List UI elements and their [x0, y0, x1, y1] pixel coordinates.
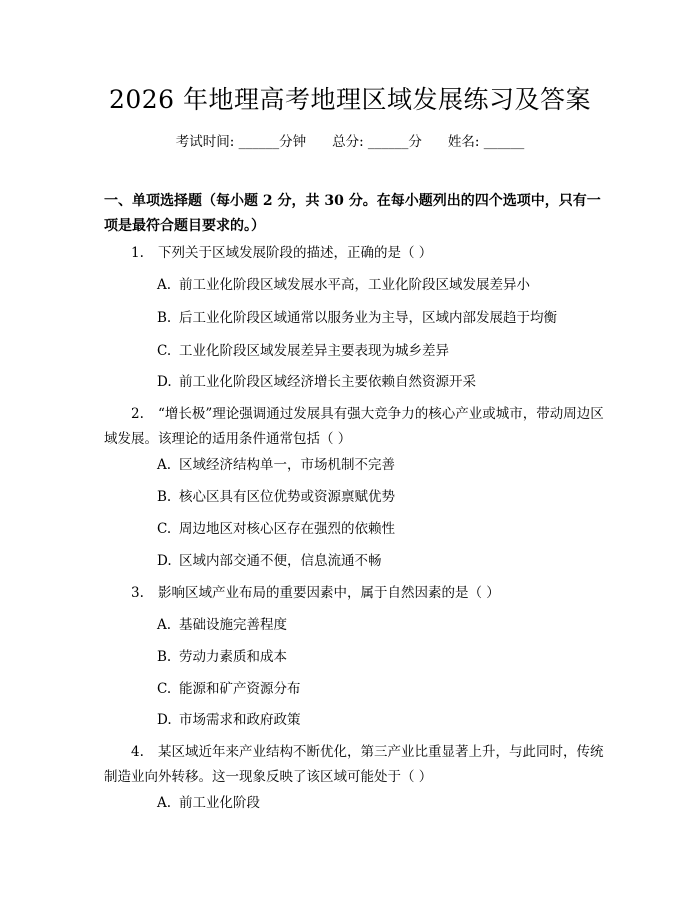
option-letter: B.: [157, 649, 172, 665]
option-letter: D.: [157, 712, 172, 728]
option-letter: C.: [157, 521, 172, 537]
option-text: 区域经济结构单一，市场机制不完善: [179, 457, 395, 473]
question-number: 3.: [131, 585, 144, 601]
option-letter: C.: [157, 681, 172, 697]
option-text: 基础设施完善程度: [179, 617, 287, 633]
option-text: 区域内部交通不便，信息流通不畅: [179, 553, 382, 569]
question-2-option-d: [157, 551, 607, 571]
question-2: [104, 402, 604, 452]
question-1-option-a: [157, 275, 607, 295]
question-stem: “增长极”理论强调通过发展具有强大竞争力的核心产业或城市，带动周边区域发展。该理论的适用条件通常包括（ ）: [104, 406, 604, 447]
option-letter: B.: [157, 489, 172, 505]
option-text: 后工业化阶段区域通常以服务业为主导，区域内部发展趋于均衡: [179, 310, 557, 326]
option-letter: A.: [157, 617, 172, 633]
exam-time-field: 考试时间: ______分钟: [175, 134, 307, 150]
question-4-option-a: [157, 793, 607, 813]
question-stem: 某区域近年来产业结构不断优化，第三产业比重显著上升，与此同时，传统制造业向外转移。这一现象反映了该区域可能处于（ ）: [104, 744, 604, 785]
option-text: 工业化阶段区域发展差异主要表现为城乡差异: [179, 343, 449, 359]
option-letter: A.: [157, 795, 172, 811]
question-2-option-c: [157, 519, 607, 539]
question-stem: 影响区域产业布局的重要因素中，属于自然因素的是（ ）: [158, 585, 500, 601]
option-letter: D.: [157, 553, 172, 569]
option-text: 前工业化阶段: [179, 795, 260, 811]
question-number: 2.: [131, 406, 144, 422]
exam-meta: [0, 132, 700, 152]
total-score-field: 总分: ______分: [332, 134, 422, 150]
question-3-option-c: [157, 679, 607, 699]
question-2-option-a: [157, 455, 607, 475]
option-text: 核心区具有区位优势或资源禀赋优势: [179, 489, 395, 505]
option-letter: A.: [157, 457, 172, 473]
question-2-option-b: [157, 487, 607, 507]
question-stem: 下列关于区域发展阶段的描述，正确的是（ ）: [158, 245, 433, 261]
question-number: 4.: [131, 744, 144, 760]
option-text: 市场需求和政府政策: [179, 712, 301, 728]
question-1-option-d: [157, 372, 607, 392]
name-field: 姓名: ______: [447, 134, 525, 150]
option-text: 周边地区对核心区存在强烈的依赖性: [179, 521, 395, 537]
option-text: 前工业化阶段区域经济增长主要依赖自然资源开采: [179, 374, 476, 390]
option-letter: C.: [157, 343, 172, 359]
option-letter: B.: [157, 310, 172, 326]
option-text: 劳动力素质和成本: [179, 649, 287, 665]
question-3-option-b: [157, 647, 607, 667]
option-letter: D.: [157, 374, 172, 390]
question-3-option-a: [157, 615, 607, 635]
question-number: 1.: [131, 245, 144, 261]
question-1: [104, 241, 604, 266]
question-4: [104, 740, 604, 790]
option-text: 前工业化阶段区域发展水平高，工业化阶段区域发展差异小: [179, 277, 530, 293]
question-3: [104, 581, 604, 606]
question-1-option-b: [157, 308, 607, 328]
question-3-option-d: [157, 710, 607, 730]
page-title: 2026 年地理高考地理区域发展练习及答案: [108, 85, 592, 114]
question-1-option-c: [157, 341, 607, 361]
section-heading: 一、单项选择题（每小题 2 分，共 30 分。在每小题列出的四个选项中，只有一项是最符合题目要求的。）: [104, 193, 601, 234]
option-letter: A.: [157, 277, 172, 293]
option-text: 能源和矿产资源分布: [179, 681, 301, 697]
